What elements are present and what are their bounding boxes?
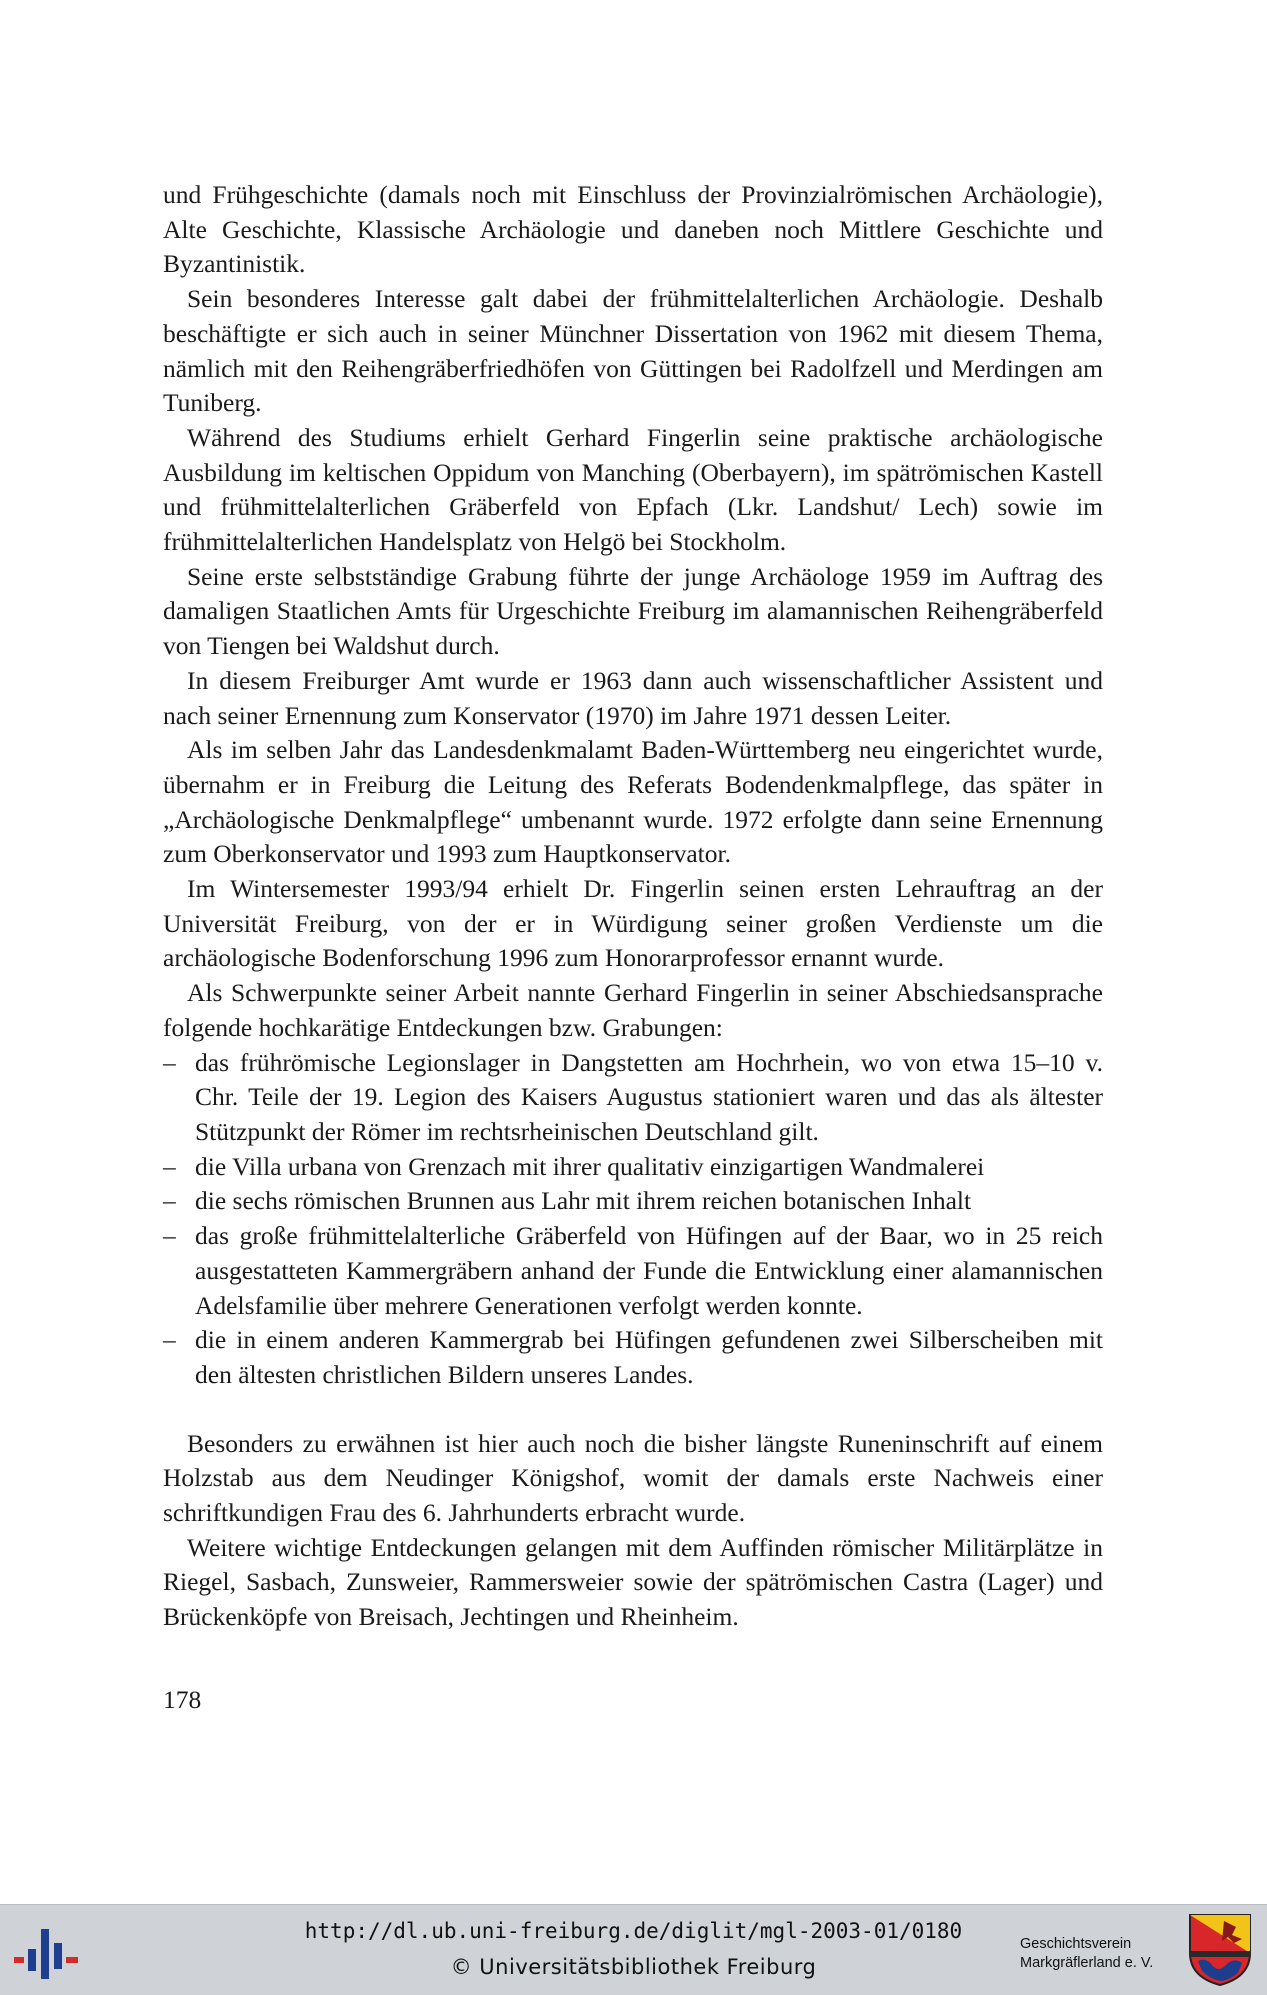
excavations-list <box>163 1046 1103 1393</box>
list-item-text: die Villa urbana von Grenzach mit ihrer qualitativ einzigartigen Wandmalerei <box>195 1151 985 1181</box>
list-item <box>163 1323 1103 1392</box>
society-line-1: Geschichtsverein <box>1020 1936 1132 1952</box>
paragraph: Seine erste selbstständige Grabung führte der junge Archäologe 1959 im Auftrag des damaligen Staatlichen Amts für Urgeschichte Freiburg im alamannischen Reihengräberfeld von Tiengen bei Waldshut durch. <box>163 561 1103 661</box>
paragraph: Als Schwerpunkte seiner Arbeit nannte Gerhard Fingerlin in seiner Abschiedsansprache folgende hochkarätige Entdeckungen bzw. Grabungen: <box>163 978 1103 1042</box>
paragraph: Besonders zu erwähnen ist hier auch noch die bisher längste Runeninschrift auf einem Holzstab aus dem Neudinger Königshof, womit der damals erste Nachweis einer schriftkundigen Frau des 6. Jahrhunderts erbracht wurde. <box>163 1428 1103 1528</box>
permalink-url[interactable]: http://dl.ub.uni-freiburg.de/diglit/mgl-2003-01/0180 <box>304 1919 963 1943</box>
viewer-footer <box>0 1904 1267 1995</box>
paragraph: Im Wintersemester 1993/94 erhielt Dr. Fingerlin seinen ersten Lehrauftrag an der Universität Freiburg, von der er in Würdigung seiner großen Verdienste um die archäologische Bodenforschung 1996 zum Honorarprofessor ernannt wurde. <box>163 874 1103 973</box>
list-dash: – <box>163 1151 176 1181</box>
society-line-2: Markgräflerland e. V. <box>1020 1955 1154 1971</box>
body-text <box>163 178 1103 1635</box>
list-item-text: die in einem anderen Kammergrab bei Hüfingen gefundenen zwei Silberscheiben mit den ältesten christlichen Bildern unseres Landes. <box>195 1325 1103 1389</box>
list-dash: – <box>163 1047 176 1077</box>
list-dash: – <box>163 1221 176 1251</box>
paragraph-gap <box>163 1393 1103 1427</box>
list-dash: – <box>163 1186 176 1216</box>
coat-of-arms-icon <box>1188 1913 1252 1987</box>
copyright-text: © Universitätsbibliothek Freiburg <box>450 1955 817 1979</box>
paragraph: und Frühgeschichte (damals noch mit Einschluss der Provinzialrömischen Archäologie), Alte Geschichte, Klassische Archäologie und daneben noch Mittlere Geschichte und Byzantinistik. <box>163 180 1103 279</box>
paragraph: Als im selben Jahr das Landesdenkmalamt Baden-Württemberg neu eingerichtet wurde, übernahm er in Freiburg die Leitung des Referats Bodendenkmalpflege, das später in „Archäologische Denkmalpflege“ umbenannt wurde. 1972 erfolgte dann seine Ernennung zum Oberkonservator und 1993 zum Hauptkonservator. <box>163 735 1103 869</box>
society-name <box>1020 1935 1180 1973</box>
list-item <box>163 1150 1103 1185</box>
list-item <box>163 1184 1103 1219</box>
list-item-text: das große frühmittelalterliche Gräberfeld von Hüfingen auf der Baar, wo in 25 reich ausgestatteten Kammergräbern anhand der Funde die Entwicklung einer alamannischen Adelsfamilie über mehrere Generationen verfolgt werden konnte. <box>195 1221 1103 1320</box>
paragraph: Sein besonderes Interesse galt dabei der frühmittelalterlichen Archäologie. Deshalb beschäftigte er sich auch in seiner Münchner Dissertation von 1962 mit diesem Thema, nämlich mit den Reihengräberfriedhöfen von Güttingen bei Radolfzell und Merdingen am Tuniberg. <box>163 284 1103 418</box>
list-item <box>163 1219 1103 1323</box>
paragraph: Während des Studiums erhielt Gerhard Fingerlin seine praktische archäologische Ausbildung im keltischen Oppidum von Manching (Oberbayern), im spätrömischen Kastell und frühmittelalterlichen Gräberfeld von Epfach (Lkr. Landshut/ Lech) sowie im frühmittelalterlichen Handelsplatz von Helgö bei Stockholm. <box>163 422 1103 557</box>
page-number: 178 <box>163 1685 202 1714</box>
list-item-text: das frührömische Legionslager in Dangstetten am Hochrhein, wo von etwa 15–10 v. Chr. Teile der 19. Legion des Kaisers Augustus stationiert waren und das als ältester Stützpunkt der Römer im rechtsrheinischen Deutschland gilt. <box>195 1047 1103 1146</box>
paragraph: In diesem Freiburger Amt wurde er 1963 dann auch wissenschaftlicher Assistent und nach seiner Ernennung zum Konservator (1970) im Jahre 1971 dessen Leiter. <box>163 665 1103 730</box>
list-item-text: die sechs römischen Brunnen aus Lahr mit ihrem reichen botanischen Inhalt <box>195 1186 972 1216</box>
list-dash: – <box>163 1325 176 1355</box>
list-item <box>163 1046 1103 1150</box>
paragraph: Weitere wichtige Entdeckungen gelangen mit dem Auffinden römischer Militärplätze in Riegel, Sasbach, Zunsweier, Rammersweier sowie der spätrömischen Castra (Lager) und Brückenköpfe von Breisach, Jechtingen und Rheinheim. <box>163 1532 1103 1632</box>
